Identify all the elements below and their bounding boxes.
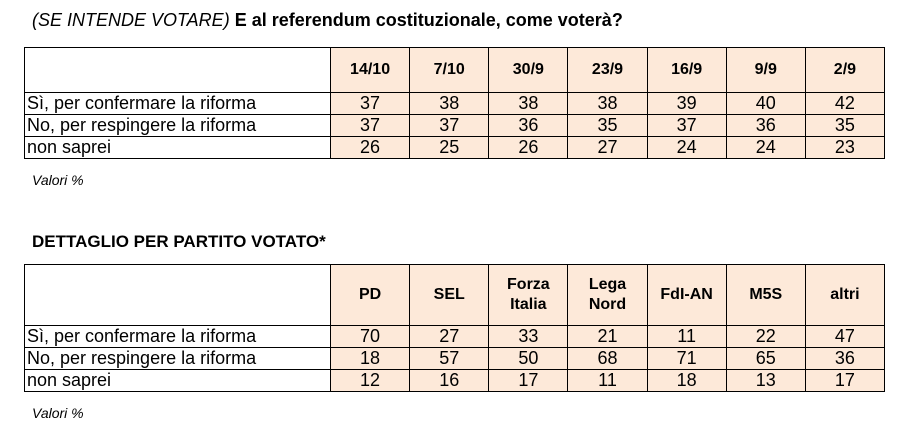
cell-value: 36 xyxy=(489,115,568,137)
trend-col-header: 30/9 xyxy=(489,48,568,93)
party-col-header-line: Italia xyxy=(510,296,547,313)
party-header-row xyxy=(25,265,885,326)
cell-value: 11 xyxy=(568,370,647,392)
cell-value: 37 xyxy=(331,115,410,137)
party-col-header-line: Lega xyxy=(588,276,627,293)
row-label: No, per respingere la riforma xyxy=(25,115,331,137)
party-col-header-line: M5S xyxy=(749,286,783,303)
party-header-blank xyxy=(25,265,331,326)
cell-value: 39 xyxy=(647,93,726,115)
table-row xyxy=(25,115,885,137)
trend-col-header: 7/10 xyxy=(410,48,489,93)
table-row xyxy=(25,370,885,392)
party-col-header xyxy=(805,265,884,326)
cell-value: 26 xyxy=(489,137,568,159)
trend-col-header: 14/10 xyxy=(331,48,410,93)
question-prefix: (SE INTENDE VOTARE) xyxy=(32,10,230,30)
cell-value: 47 xyxy=(805,326,884,348)
party-col-header-line: SEL xyxy=(433,286,465,303)
table-row xyxy=(25,326,885,348)
cell-value: 18 xyxy=(331,348,410,370)
party-col-header xyxy=(331,265,410,326)
cell-value: 57 xyxy=(410,348,489,370)
trend-col-header: 16/9 xyxy=(647,48,726,93)
party-col-header-line: FdI-AN xyxy=(660,286,713,303)
cell-value: 71 xyxy=(647,348,726,370)
trend-table-note: Valori % xyxy=(32,172,84,188)
party-table-note: Valori % xyxy=(32,405,84,421)
row-label: non saprei xyxy=(25,370,331,392)
cell-value: 26 xyxy=(331,137,410,159)
trend-header-blank xyxy=(25,48,331,93)
row-label: Sì, per confermare la riforma xyxy=(25,326,331,348)
cell-value: 13 xyxy=(726,370,805,392)
party-col-header-line: altri xyxy=(830,286,860,303)
trend-col-header: 9/9 xyxy=(726,48,805,93)
row-label: Sì, per confermare la riforma xyxy=(25,93,331,115)
cell-value: 70 xyxy=(331,326,410,348)
cell-value: 18 xyxy=(647,370,726,392)
section-title: DETTAGLIO PER PARTITO VOTATO* xyxy=(32,232,326,251)
cell-value: 22 xyxy=(726,326,805,348)
table-row xyxy=(25,348,885,370)
cell-value: 25 xyxy=(410,137,489,159)
party-col-header-line: Forza xyxy=(507,276,550,293)
trend-table xyxy=(24,47,885,159)
trend-col-header: 23/9 xyxy=(568,48,647,93)
row-label: No, per respingere la riforma xyxy=(25,348,331,370)
row-label: non saprei xyxy=(25,137,331,159)
cell-value: 21 xyxy=(568,326,647,348)
trend-header-row xyxy=(25,48,885,93)
cell-value: 68 xyxy=(568,348,647,370)
party-col-header-line: Nord xyxy=(588,296,627,313)
question-text: E al referendum costituzionale, come voterà? xyxy=(234,10,623,30)
party-detail-table xyxy=(24,264,885,392)
cell-value: 37 xyxy=(647,115,726,137)
cell-value: 65 xyxy=(726,348,805,370)
cell-value: 40 xyxy=(726,93,805,115)
cell-value: 37 xyxy=(331,93,410,115)
cell-value: 35 xyxy=(568,115,647,137)
cell-value: 36 xyxy=(726,115,805,137)
cell-value: 33 xyxy=(489,326,568,348)
cell-value: 17 xyxy=(489,370,568,392)
table-row xyxy=(25,93,885,115)
cell-value: 11 xyxy=(647,326,726,348)
cell-value: 50 xyxy=(489,348,568,370)
party-col-header xyxy=(647,265,726,326)
question-title xyxy=(32,10,623,31)
cell-value: 16 xyxy=(410,370,489,392)
cell-value: 38 xyxy=(568,93,647,115)
trend-col-header: 2/9 xyxy=(805,48,884,93)
cell-value: 12 xyxy=(331,370,410,392)
cell-value: 36 xyxy=(805,348,884,370)
party-col-header xyxy=(410,265,489,326)
cell-value: 24 xyxy=(647,137,726,159)
cell-value: 17 xyxy=(805,370,884,392)
party-col-header-line: PD xyxy=(358,286,382,303)
cell-value: 27 xyxy=(410,326,489,348)
cell-value: 23 xyxy=(805,137,884,159)
cell-value: 37 xyxy=(410,115,489,137)
party-col-header xyxy=(489,265,568,326)
cell-value: 27 xyxy=(568,137,647,159)
table-row xyxy=(25,137,885,159)
cell-value: 42 xyxy=(805,93,884,115)
party-col-header xyxy=(568,265,647,326)
cell-value: 35 xyxy=(805,115,884,137)
cell-value: 38 xyxy=(410,93,489,115)
cell-value: 38 xyxy=(489,93,568,115)
party-col-header xyxy=(726,265,805,326)
cell-value: 24 xyxy=(726,137,805,159)
